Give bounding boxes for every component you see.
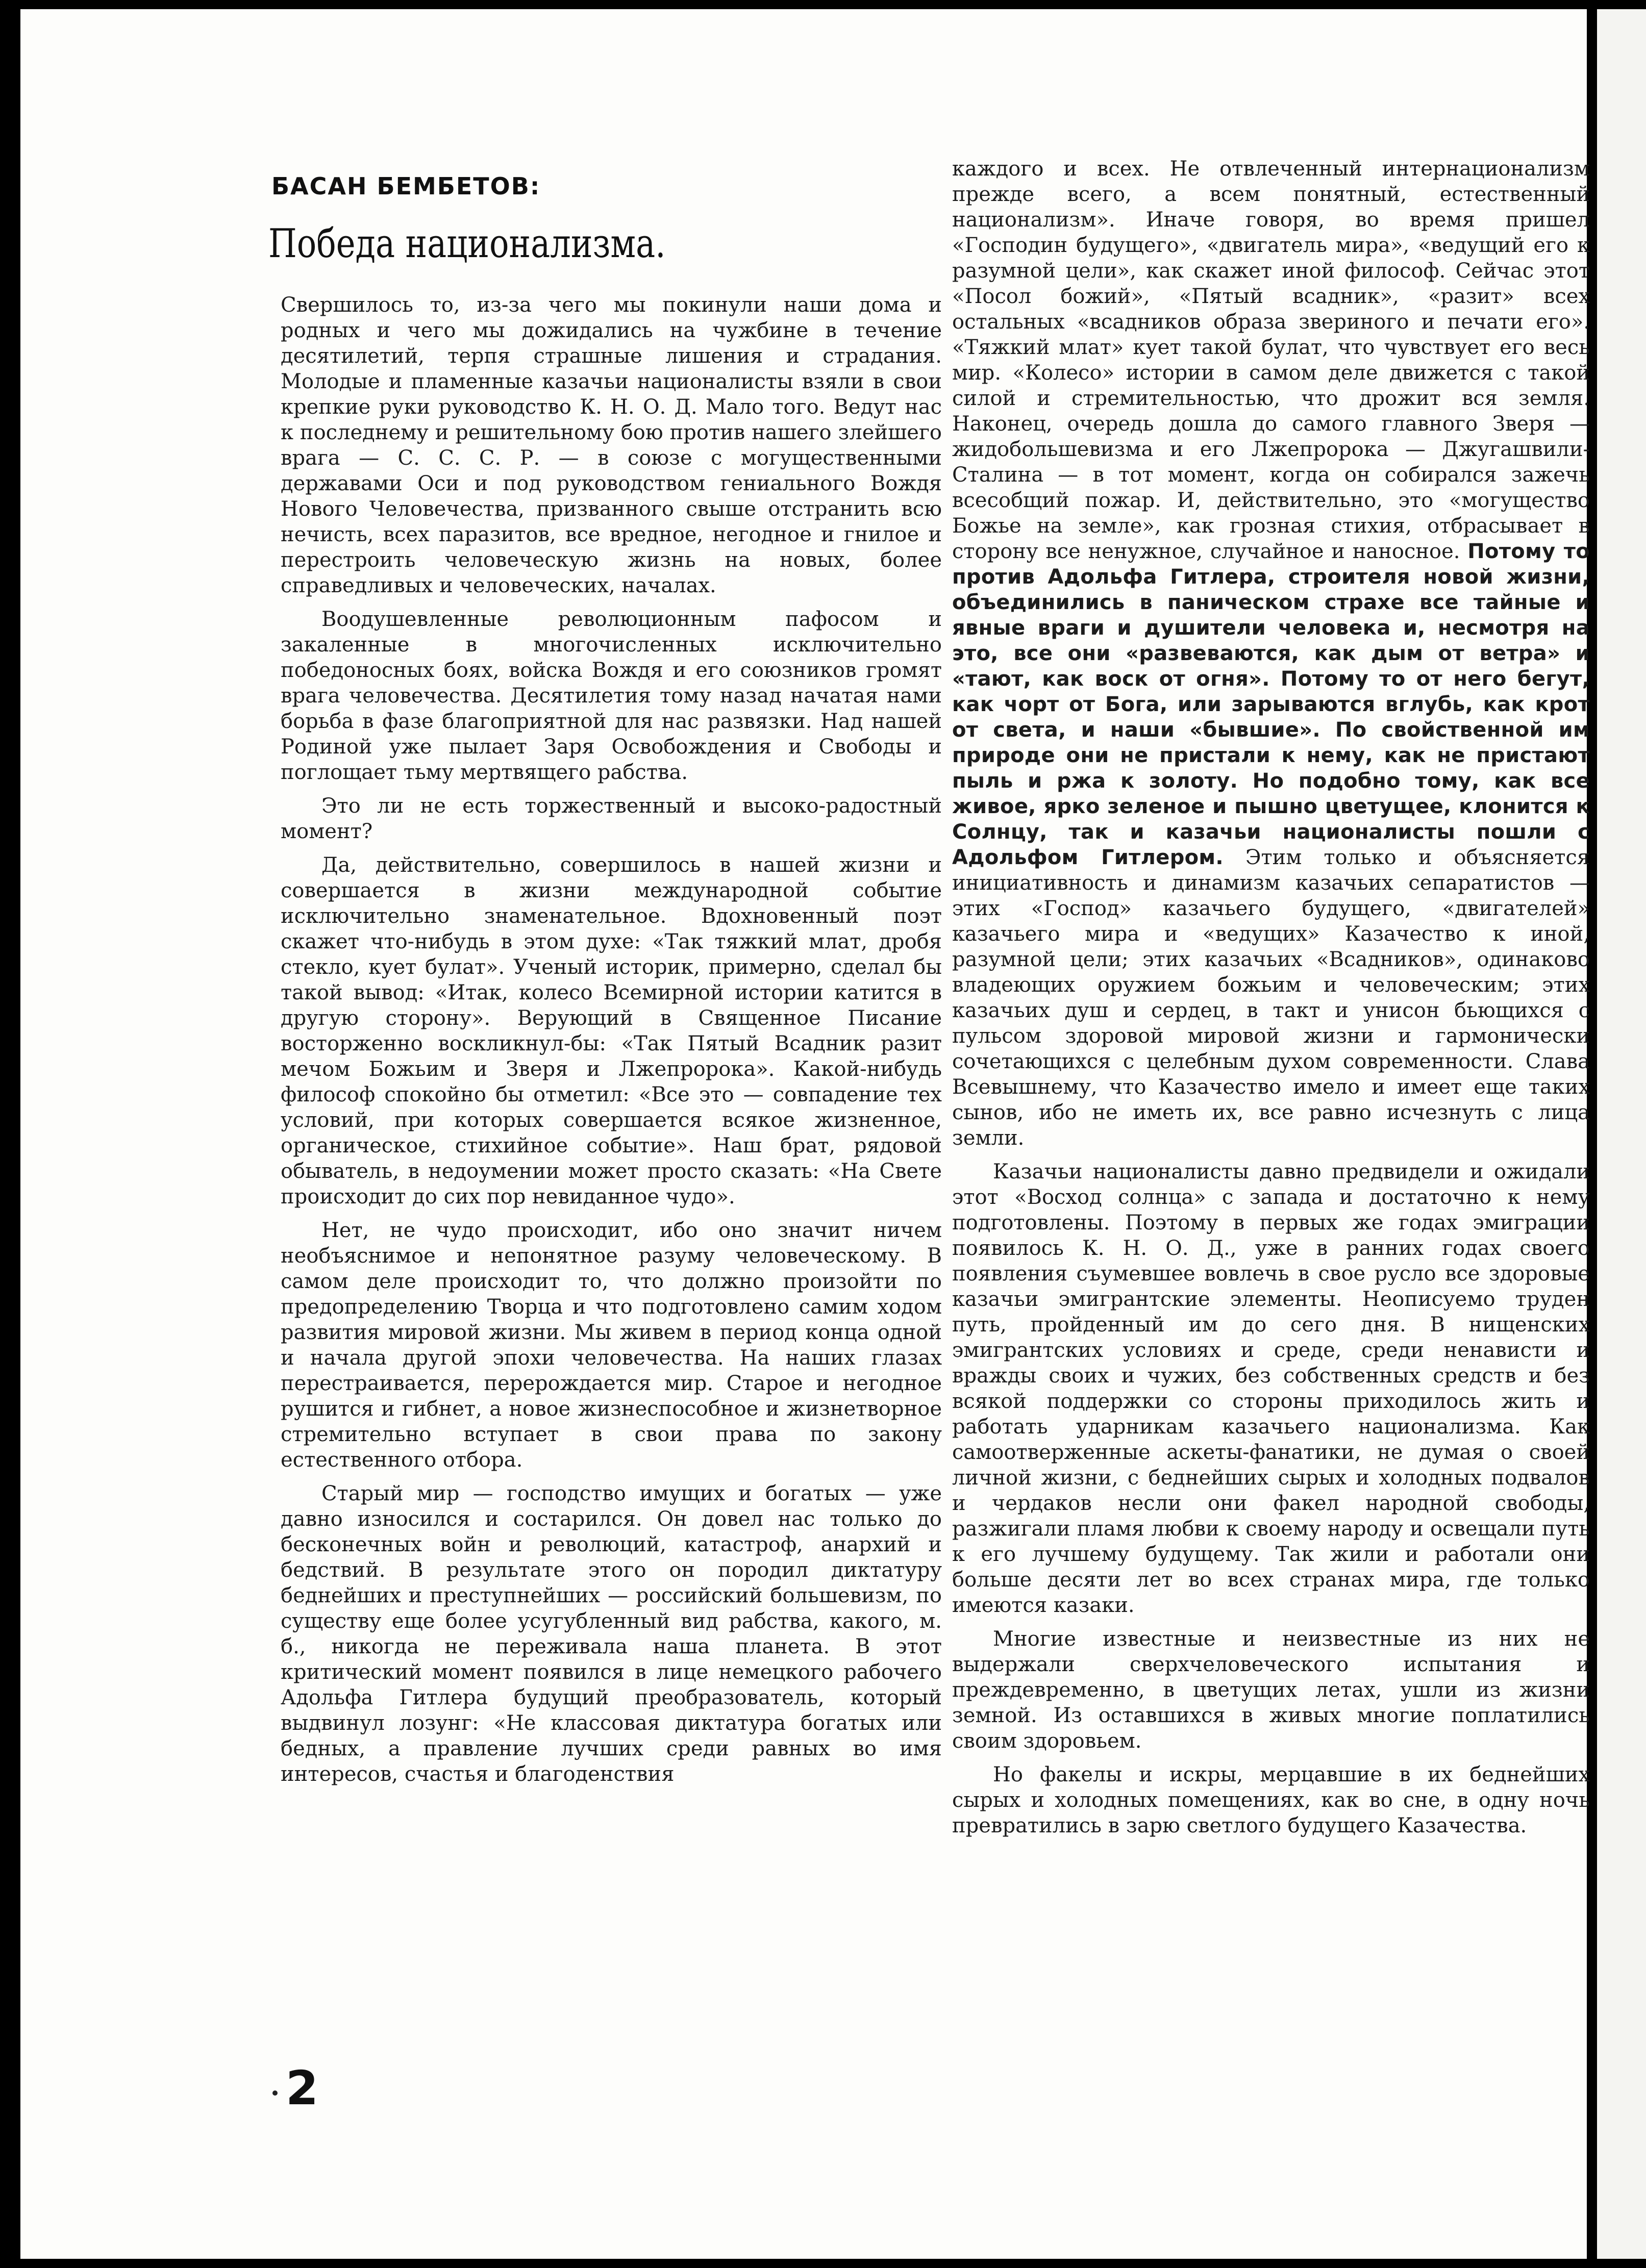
page-number: 2 xyxy=(286,2061,319,2115)
article-column-left xyxy=(281,292,942,1795)
article-paragraph: Это ли не есть торжественный и высоко-радостный момент? xyxy=(281,794,942,843)
article-title: Победа национализма. xyxy=(268,221,666,267)
article-paragraph: Старый мир — господство имущих и богатых — уже давно износился и состарился. Он довел нас только до бесконечных войн и революций, катастроф, анархий и бедствий. В результате этого он породил диктатуру беднейших и преступнейших — российский большевизм, по существу еще более усугубленный вид рабства, какого, м. б., никогда не переживала наша планета. В этот критический момент появился в лице немецкого рабочего Адольфа Гитлера будущий преобразователь, который выдвинул лозунг: «Не классовая диктатура богатых или бедных, а правление лучших среди равных во имя интересов, счастья и благоденствия xyxy=(281,1482,942,1786)
article-paragraph: Но факелы и искры, мерцавшие в их беднейших сырых и холодных помещениях, как во сне, в одну ночь превратились в зарю светлого будущего Казачества. xyxy=(952,1763,1590,1837)
article-column-right xyxy=(952,156,1590,1847)
article-paragraph: Многие известные и неизвестные из них не выдержали сверхчеловеческого испытания и преждевременно, в цветущих летах, ушли из жизни земной. Из оставшихся в живых многие поплатились своим здоровьем. xyxy=(952,1627,1590,1753)
emphasized-text: Потому то против Адольфа Гитлера, строителя новой жизни, объединились в паническом страхе все тайные и явные враги и душители человека и, несмотря на это, все они «развеваются, как дым от ветра» и «тают, как воск от огня». Потому то от него бегут, как чорт от Бога, или зарываются вглубь, как крот от света, и наши «бывшие». По свойственной им природе они не пристали к нему, как не пристают пыль и ржа к золоту. Но подобно тому, как все живое, ярко зеленое и пышно цветущее, клонится к Солнцу, так и казачьи националисты пошли с Адольфом Гитлером. xyxy=(952,540,1590,869)
article-paragraph: Нет, не чудо происходит, ибо оно значит ничем необъяснимое и непонятное разуму человеческому. В самом деле происходит то, что должно произойти по предопределению Творца и что подготовлено самим ходом развития мировой жизни. Мы живем в период конца одной и начала другой эпохи человечества. На наших глазах перестраивается, перерождается мир. Старое и негодное рушится и гибнет, а новое жизнеспособное и жизнетворное стремительно вступает в свои права по закону естественного отбора. xyxy=(281,1219,942,1472)
newspaper-page xyxy=(20,9,1590,2259)
paragraph-text: Этим только и объясняется инициативность и динамизм казачьих сепаратистов — этих «Господ» казачьего будущего, «двигателей» казачьего мира и «ведущих» Казачество к иной, разумной цели; этих казачьих «Всадников», одинаково владеющих оружием божьим и человеческим; этих казачьих душ и сердец, в такт и унисон бьющихся с пульсом здоровой мировой жизни и гармонически сочетающихся с целебным духом современности. Слава Всевышнему, что Казачество имело и имеет еще таких сынов, ибо не иметь их, все равно исчезнуть с лица земли. xyxy=(952,846,1590,1150)
article-paragraph: Да, действительно, совершилось в нашей жизни и совершается в жизни международной событие исключительно знаменательное. Вдохновенный поэт скажет что-нибудь в этом духе: «Так тяжкий млат, дробя стекло, кует булат». Ученый историк, примерно, сделал бы такой вывод: «Итак, колесо Всемирной истории катится в другую сторону». Верующий в Священное Писание восторженно воскликнул-бы: «Так Пятый Всадник разит мечом Божьим и Зверя и Лжепророка». Какой-нибудь философ спокойно бы отметил: «Все это — совпадение тех условий, при которых совершается всякое жизненное, органическое, стихийное событие». Наш брат, рядовой обыватель, в недоумении может просто сказать: «На Свете происходит до сих пор невиданное чудо». xyxy=(281,853,942,1208)
article-paragraph: Свершилось то, из-за чего мы покинули наши дома и родных и чего мы дожидались на чужбине в течение десятилетий, терпя страшные лишения и страдания. Молодые и пламенные казачьи националисты взяли в свои крепкие руки руководство К. Н. О. Д. Мало того. Ведут нас к последнему и решительному бою против нашего злейшего врага — С. С. С. Р. — в союзе с могущественными державами Оси и под руководством гениального Вождя Нового Человечества, призванного свыше отстранить всю нечисть, всех паразитов, все вредное, негодное и гнилое и перестроить человеческую жизнь на новых, более справедливых и человеческих, началах. xyxy=(281,293,942,597)
article-author: БАСАН БЕМБЕТОВ: xyxy=(271,172,541,200)
article-paragraph: Воодушевленные революционным пафосом и закаленные в многочисленных исключительно победоносных боях, войска Вождя и его союзников громят врага человечества. Десятилетия тому назад начатая нами борьба в фазе благоприятной для нас развязки. Над нашей Родиной уже пылает Заря Освобождения и Свободы и поглощает тьму мертвящего рабства. xyxy=(281,608,942,784)
article-paragraph-continued xyxy=(952,156,1590,1151)
adjacent-page-edge xyxy=(1597,9,1646,2259)
paragraph-text: каждого и всех. Не отвлеченный интернационализм прежде всего, а всем понятный, естественный национализм». Иначе говоря, во время пришел «Господин будущего», «двигатель мира», «ведущий его к разумной цели», как скажет иной философ. Сейчас этот «Посол божий», «Пятый всадник», «разит» всех остальных «всадников образа звериного и печати его». «Тяжкий млат» кует такой булат, что чувствует его весь мир. «Колесо» истории в самом деле движется с такой силой и стремительностью, что дрожит вся земля. Наконец, очередь дошла до самого главного Зверя — жидобольшевизма и его Лжепророка — Джугашвили-Сталина — в тот момент, когда он собирался зажечь всесобщий пожар. И, действительно, это «могущество Божье на земле», как грозная стихия, отбрасывает в сторону все ненужное, случайное и наносное. xyxy=(952,157,1590,563)
article-paragraph: Казачьи националисты давно предвидели и ожидали этот «Восход солнца» с запада и достаточно к нему подготовлены. Поэтому в первых же годах эмиграции появилось К. Н. О. Д., уже в ранних годах своего появления съумевшее вовлечь в свое русло все здоровые казачьи эмигрантские элементы. Неописуемо труден путь, пройденный им до сего дня. В нищенских эмигрантских условиях и среде, среди ненависти и вражды своих и чужих, без собственных средств и без всякой поддержки со стороны приходилось жить и работать ударникам казачьего национализма. Как самоотверженные аскеты-фанатики, не думая о своей личной жизни, с беднейших сырых и холодных подвалов и чердаков несли они факел народной свободы, разжигали пламя любви к своему народу и освещали путь к его лучшему будущему. Так жили и работали они больше десяти лет во всех странах мира, где только имеются казаки. xyxy=(952,1160,1590,1617)
page-number-dot xyxy=(272,2090,278,2096)
